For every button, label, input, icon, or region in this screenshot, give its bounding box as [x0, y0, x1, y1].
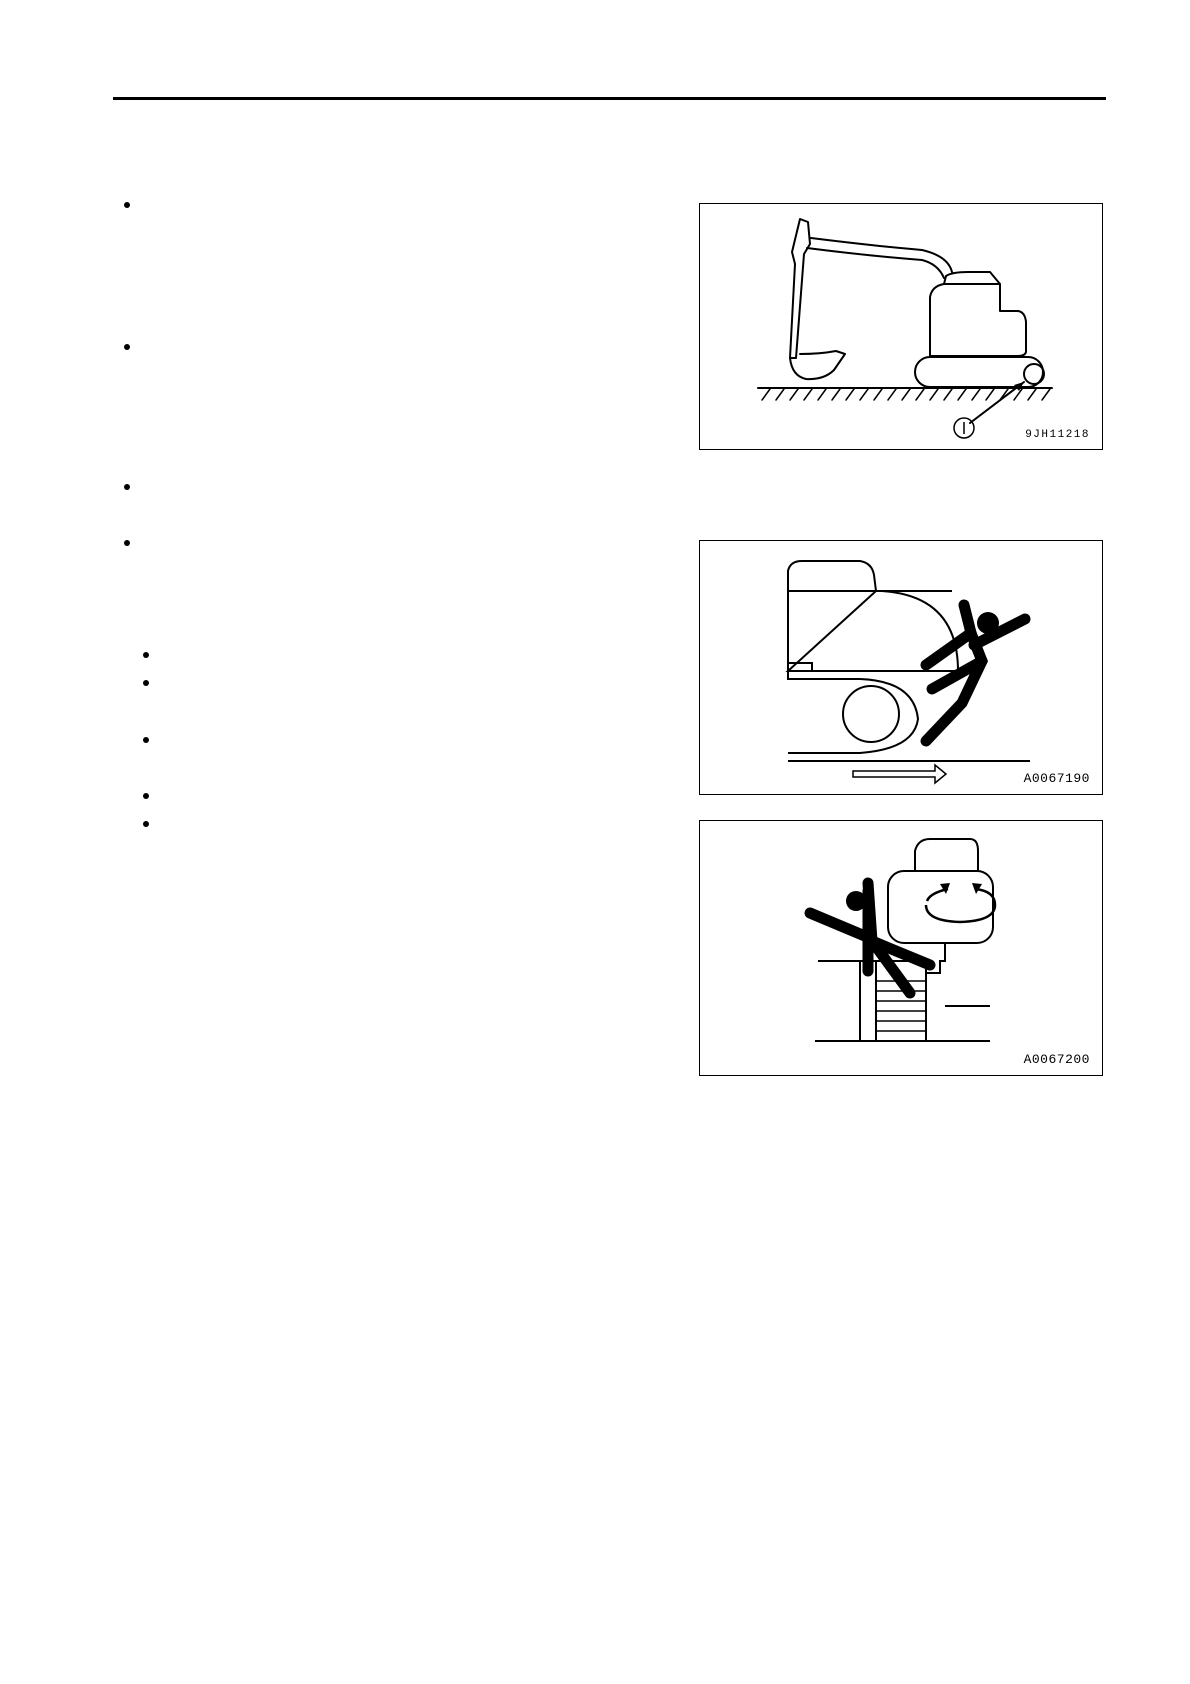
sub-bullet-4	[143, 793, 149, 799]
bullet-1	[124, 202, 130, 208]
travel-hazard-figure	[699, 540, 1103, 795]
bullet-2	[124, 344, 130, 350]
swing-hazard-icon	[700, 821, 1104, 1077]
figure-code: A0067200	[1023, 1052, 1090, 1067]
figure-code: 9JH11218	[1025, 429, 1090, 441]
sub-bullet-1	[143, 652, 149, 658]
bullet-4	[124, 540, 130, 546]
bullet-3	[124, 484, 130, 490]
sub-bullet-5	[143, 821, 149, 827]
sub-bullet-3	[143, 737, 149, 743]
excavator-track-figure	[699, 203, 1103, 450]
travel-hazard-icon	[700, 541, 1104, 796]
sub-bullet-2	[143, 680, 149, 686]
excavator-icon	[700, 204, 1104, 451]
figure-code: A0067190	[1023, 771, 1090, 786]
swing-hazard-figure	[699, 820, 1103, 1076]
header-rule	[113, 97, 1106, 100]
